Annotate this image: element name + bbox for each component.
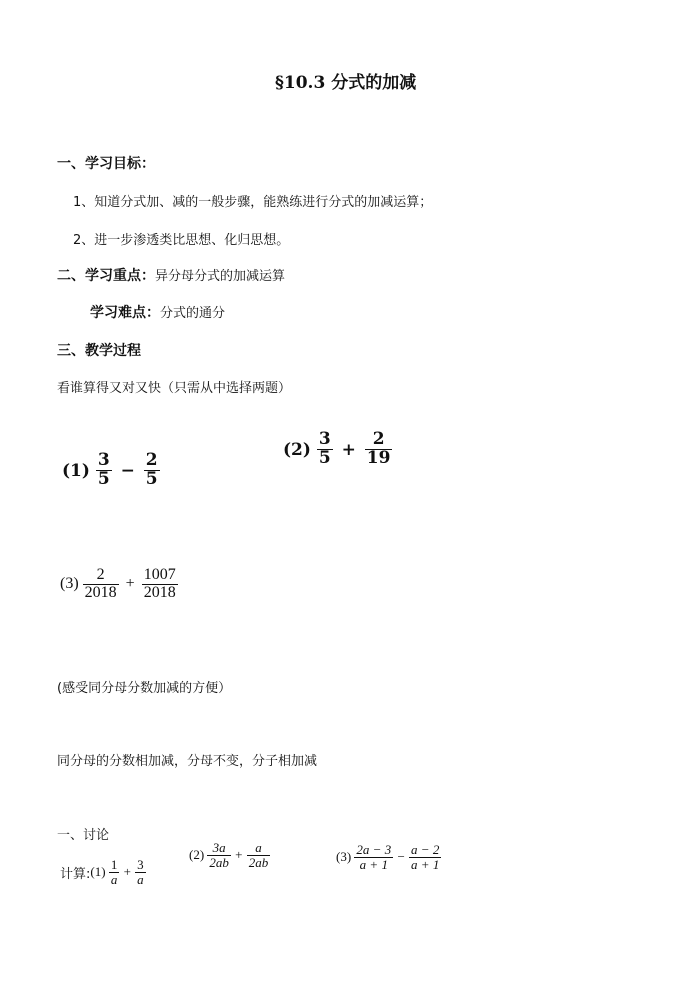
goal-item-2: 2、进一步渗透类比思想、化归思想。 — [73, 233, 290, 248]
problem-2-fraction-b — [365, 431, 393, 468]
discussion-question-2 — [189, 841, 270, 870]
fraction-numerator: 2 — [372, 429, 385, 449]
plus-operator: + — [235, 847, 243, 863]
problem-2-label: (2) — [283, 439, 311, 460]
fraction-denominator: 2ab — [248, 855, 269, 871]
minus-operator: − — [120, 460, 135, 481]
difficult-point-label: 学习难点： — [90, 305, 160, 321]
question-1-fraction-a — [109, 858, 120, 887]
calc-label: 计算: — [60, 866, 91, 882]
problem-1-label: (1) — [62, 460, 90, 481]
note-text: (感受同分母分数加减的方便） — [57, 681, 232, 696]
question-1-label: (1) — [90, 864, 106, 880]
teaching-process-heading: 三、教学过程 — [57, 343, 141, 359]
question-2-label: (2) — [189, 847, 205, 863]
problem-3 — [60, 567, 178, 602]
plus-operator: + — [123, 864, 131, 880]
fraction-denominator: 5 — [318, 448, 331, 469]
problem-2 — [283, 431, 392, 468]
fraction-denominator: 19 — [366, 448, 391, 469]
fraction-numerator: a — [255, 840, 262, 855]
fraction-denominator: a — [110, 872, 118, 888]
key-point-row — [57, 265, 285, 285]
problem-1-fraction-b — [144, 452, 160, 489]
fraction-denominator: 2018 — [84, 584, 117, 602]
minus-operator: − — [397, 849, 405, 865]
fraction-denominator: a — [137, 872, 144, 888]
difficult-point-text: 分式的通分 — [160, 306, 226, 321]
key-point-label: 二、学习重点： — [57, 268, 155, 284]
fraction-denominator: 2ab — [209, 855, 229, 871]
page-title: §10.3 分式的加减 — [275, 73, 417, 93]
fraction-denominator: a + 1 — [359, 857, 388, 873]
fraction-numerator: 2 — [145, 450, 158, 470]
fraction-numerator: 1 — [110, 857, 118, 872]
key-point-text: 异分母分式的加减运算 — [155, 269, 286, 284]
problem-3-fraction-b — [142, 567, 178, 602]
plus-operator: + — [341, 439, 356, 460]
exercise-intro: 看谁算得又对又快（只需从中选择两题） — [57, 381, 292, 396]
section-learning-goals-heading: 一、学习目标： — [57, 156, 155, 172]
rule-text: 同分母的分数相加减，分母不变，分子相加减 — [57, 754, 318, 769]
goal-item-1: 1、知道分式加、减的一般步骤，能熟练进行分式的加减运算； — [73, 195, 433, 210]
problem-1-fraction-a — [96, 452, 112, 489]
problem-3-label: (3) — [60, 575, 79, 593]
question-3-label: (3) — [336, 849, 352, 865]
fraction-numerator: 3 — [97, 450, 110, 470]
fraction-denominator: 2018 — [143, 584, 176, 602]
fraction-numerator: a − 2 — [411, 842, 440, 857]
fraction-numerator: 2a − 3 — [356, 842, 392, 857]
fraction-numerator: 3 — [318, 429, 331, 449]
difficult-point-row — [90, 302, 225, 322]
question-1-fraction-b — [135, 858, 146, 887]
fraction-denominator: 5 — [97, 469, 110, 490]
plus-operator: + — [125, 575, 135, 593]
discussion-heading: 一、讨论 — [57, 828, 110, 843]
fraction-denominator: a + 1 — [411, 857, 440, 873]
fraction-denominator: 5 — [145, 469, 158, 490]
question-2-fraction-b — [247, 841, 271, 870]
discussion-question-3 — [336, 843, 441, 872]
question-2-fraction-a — [207, 841, 231, 870]
question-3-fraction-b — [409, 843, 441, 872]
fraction-numerator: 2 — [96, 566, 105, 583]
fraction-numerator: 1007 — [143, 566, 176, 583]
fraction-numerator: 3 — [137, 857, 144, 872]
question-3-fraction-a — [354, 843, 393, 872]
discussion-question-1 — [60, 858, 146, 887]
problem-1 — [62, 452, 160, 489]
problem-2-fraction-a — [317, 431, 333, 468]
problem-3-fraction-a — [83, 567, 119, 602]
fraction-numerator: 3a — [212, 840, 226, 855]
